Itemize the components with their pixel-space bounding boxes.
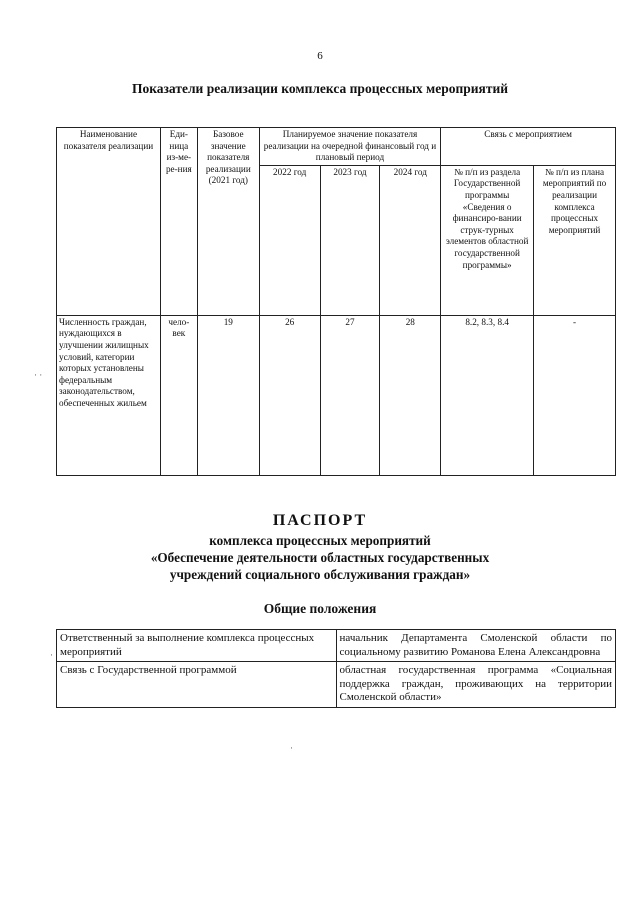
header-2022: 2022 год — [259, 165, 320, 315]
section-title: Показатели реализации комплекса процессных мероприятий — [131, 81, 509, 96]
passport-subtitle-line3: учреждений социального обслуживания граждан» — [169, 567, 471, 582]
header-link-plan: № п/п из плана мероприятий по реализации комплекса процессных мероприятий — [534, 165, 616, 315]
scan-speck: · — [290, 743, 293, 753]
general-value-responsible: начальник Департамента Смоленской области по социальному развитию Романова Елена Александровна — [336, 630, 616, 662]
passport-subtitle-line2: «Обеспечение деятельности областных государственных — [150, 550, 490, 565]
table-row — [57, 315, 616, 475]
indicator-unit: чело-век — [160, 315, 197, 475]
indicator-base: 19 — [197, 315, 259, 475]
general-label-responsible: Ответственный за выполнение комплекса процессных мероприятий — [57, 630, 337, 662]
indicators-table — [56, 127, 616, 476]
header-2023: 2023 год — [320, 165, 380, 315]
header-planned: Планируемое значение показателя реализации на очередной финансовый год и плановый период — [259, 128, 440, 166]
indicator-name: Численность граждан, нуждающихся в улучшении жилищных условий, категории которых установлены федеральным законодательством, обеспеченных жильем — [57, 315, 161, 475]
header-2024: 2024 год — [380, 165, 441, 315]
header-link: Связь с мероприятием — [441, 128, 616, 166]
scan-speck: · · — [34, 370, 43, 380]
header-unit: Еди-ница из-ме-ре-ния — [160, 128, 197, 316]
header-link-program: № п/п из раздела Государственной программы «Сведения о финансиро-вании струк-турных элементов областной государственной программы» — [441, 165, 534, 315]
passport-subtitle-line1: комплекса процессных мероприятий — [209, 533, 431, 548]
indicator-link-plan: - — [534, 315, 616, 475]
general-table — [56, 629, 616, 708]
indicator-2023: 27 — [320, 315, 380, 475]
table-row — [57, 630, 616, 662]
table-row — [57, 662, 616, 708]
header-name: Наименование показателя реализации — [57, 128, 161, 316]
general-label-program-link: Связь с Государственной программой — [57, 662, 337, 708]
header-row — [57, 128, 616, 166]
indicator-2024: 28 — [380, 315, 441, 475]
general-value-program-link: областная государственная программа «Социальная поддержка граждан, проживающих на территории Смоленской области» — [336, 662, 616, 708]
indicator-2022: 26 — [259, 315, 320, 475]
passport-title: ПАСПОРТ — [272, 512, 368, 529]
page-number: 6 — [317, 50, 323, 62]
header-base: Базовое значение показателя реализации (2021 год) — [197, 128, 259, 316]
passport-subtitle — [100, 532, 540, 583]
scan-speck: · — [50, 650, 53, 660]
indicator-link-program: 8.2, 8.3, 8.4 — [441, 315, 534, 475]
general-title: Общие положения — [263, 601, 377, 616]
